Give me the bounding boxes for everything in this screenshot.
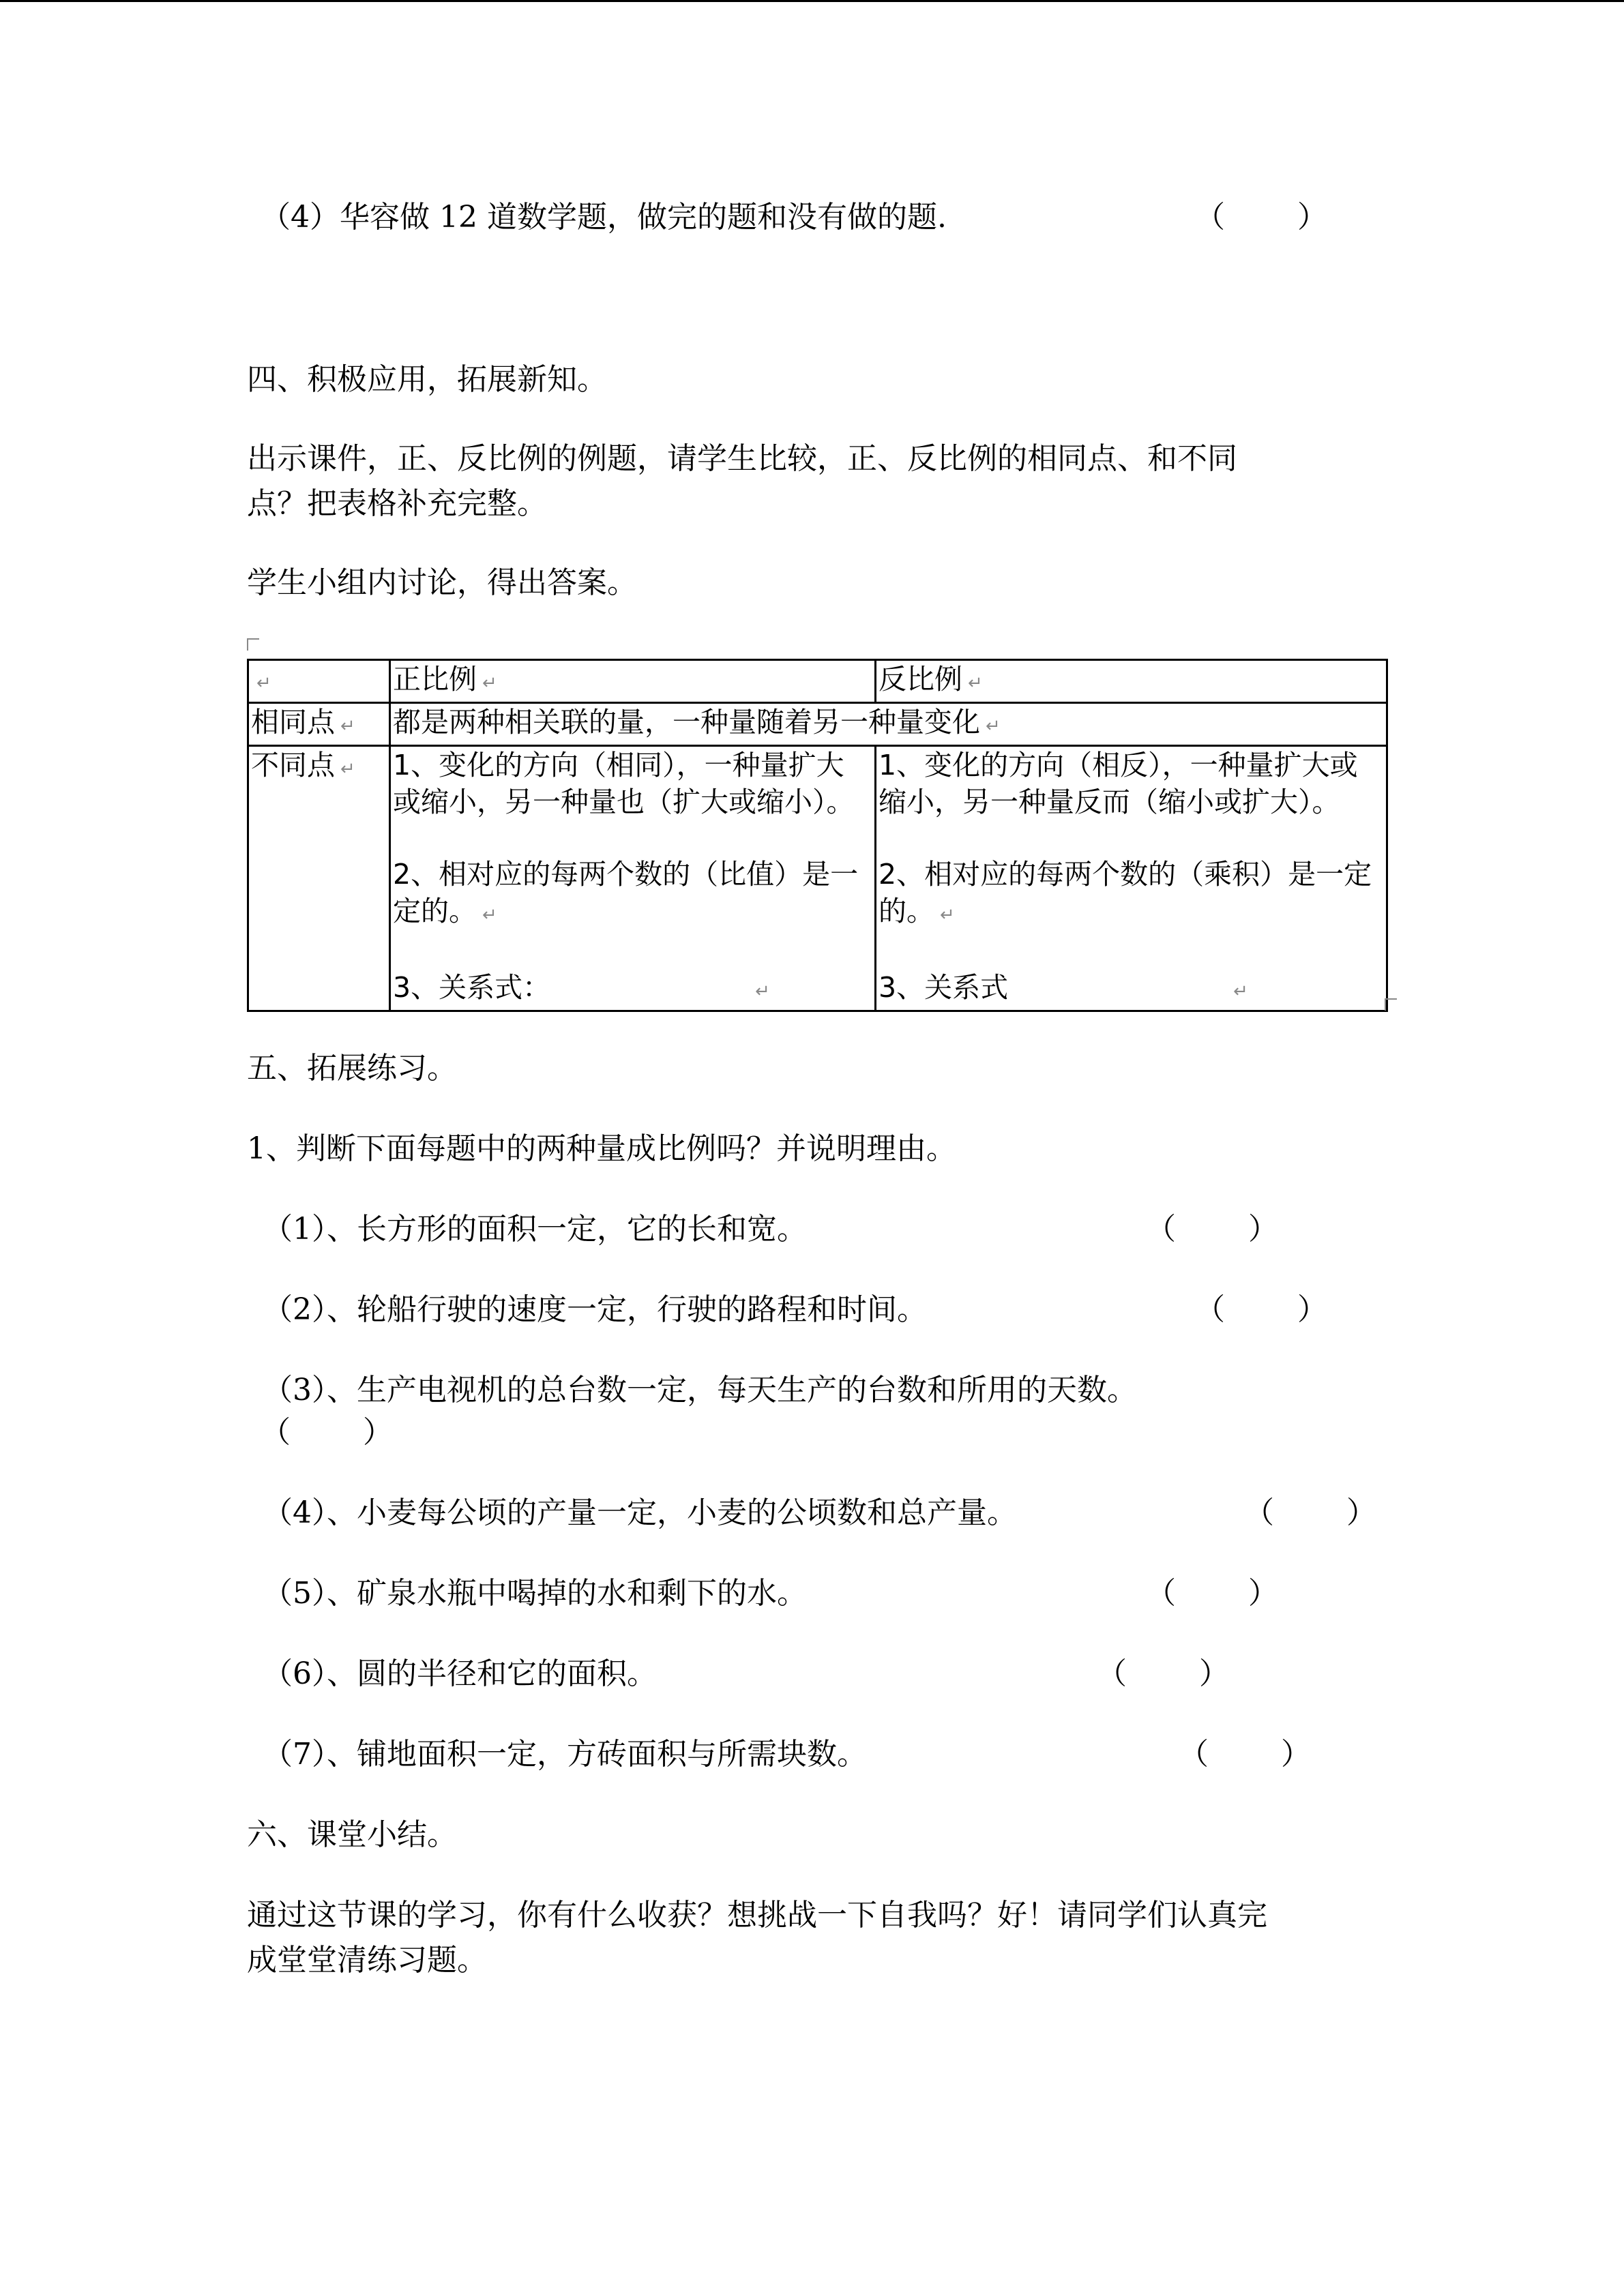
row-label-different: 不同点 ↵ <box>248 746 390 1011</box>
header-direct-proportion: 正比例 ↵ <box>390 660 876 703</box>
table-row-same <box>248 703 1387 746</box>
exercise-item-2: （2）、轮船行驶的速度一定，行驶的路程和时间。 <box>263 1292 927 1327</box>
section-4-paragraph-2: 学生小组内讨论，得出答案。 <box>247 565 637 600</box>
answer-parentheses: （ ） <box>1195 1292 1327 1327</box>
answer-parentheses: （ ） <box>1097 1656 1229 1691</box>
exercise-item-1: （1）、长方形的面积一定，它的长和宽。 <box>263 1212 807 1247</box>
section-5-heading: 五、拓展练习。 <box>247 1051 457 1086</box>
table-corner-cell: ↵ <box>248 660 390 703</box>
answer-parentheses: （ ） <box>261 1415 393 1450</box>
header-inverse-proportion: 反比例 ↵ <box>876 660 1387 703</box>
exercise-item-5: （5）、矿泉水瓶中喝掉的水和剩下的水。 <box>263 1576 807 1611</box>
table-end-mark <box>1385 998 1397 1011</box>
direct-proportion-differences: 1、变化的方向（相同），一种量扩大 或缩小，另一种量也（扩大或缩小）。 2、相对应的每两个数的（比值）是一 定的。 ↵ 3、关系式： ↵ <box>390 746 876 1011</box>
page-top-border <box>0 0 1624 2</box>
same-point-text: 都是两种相关联的量，一种量随着另一种量变化 ↵ <box>390 703 1387 746</box>
section-5-question: 1、判断下面每题中的两种量成比例吗？并说明理由。 <box>247 1131 956 1166</box>
row-label-same: 相同点 ↵ <box>248 703 390 746</box>
comparison-table <box>247 659 1388 1012</box>
section-6-heading: 六、课堂小结。 <box>247 1817 457 1852</box>
section-6-paragraph-line1: 通过这节课的学习，你有什么收获？想挑战一下自我吗？好！请同学们认真完 <box>247 1898 1267 1933</box>
section-4-paragraph-line2: 点？把表格补充完整。 <box>247 486 547 521</box>
inverse-proportion-differences: 1、变化的方向（相反），一种量扩大或 缩小，另一种量反而（缩小或扩大）。 2、相对应的每两个数的（乘积）是一定 的。 ↵ 3、关系式 ↵ <box>876 746 1387 1011</box>
section-4-heading: 四、积极应用，拓展新知。 <box>247 362 607 397</box>
answer-parentheses: （ ） <box>1244 1495 1376 1530</box>
table-header-row <box>248 660 1387 703</box>
answer-parentheses: （ ） <box>1195 200 1327 235</box>
exercise-item-6: （6）、圆的半径和它的面积。 <box>263 1656 657 1691</box>
answer-parentheses: （ ） <box>1146 1212 1278 1247</box>
exercise-item-4: （4）、小麦每公顷的产量一定，小麦的公顷数和总产量。 <box>263 1495 1017 1530</box>
table-anchor-mark <box>247 638 259 651</box>
exercise-item-3: （3）、生产电视机的总台数一定，每天生产的台数和所用的天数。 <box>263 1373 1137 1407</box>
answer-parentheses: （ ） <box>1146 1576 1278 1611</box>
question-4-line: （4）华容做 12 道数学题，做完的题和没有做的题. <box>261 200 947 235</box>
section-4-paragraph-line1: 出示课件，正、反比例的例题，请学生比较，正、反比例的相同点、和不同 <box>247 441 1237 476</box>
exercise-item-7: （7）、铺地面积一定，方砖面积与所需块数。 <box>263 1737 867 1772</box>
answer-parentheses: （ ） <box>1179 1737 1311 1772</box>
table-row-different <box>248 746 1387 1011</box>
section-6-paragraph-line2: 成堂堂清练习题。 <box>247 1943 487 1978</box>
